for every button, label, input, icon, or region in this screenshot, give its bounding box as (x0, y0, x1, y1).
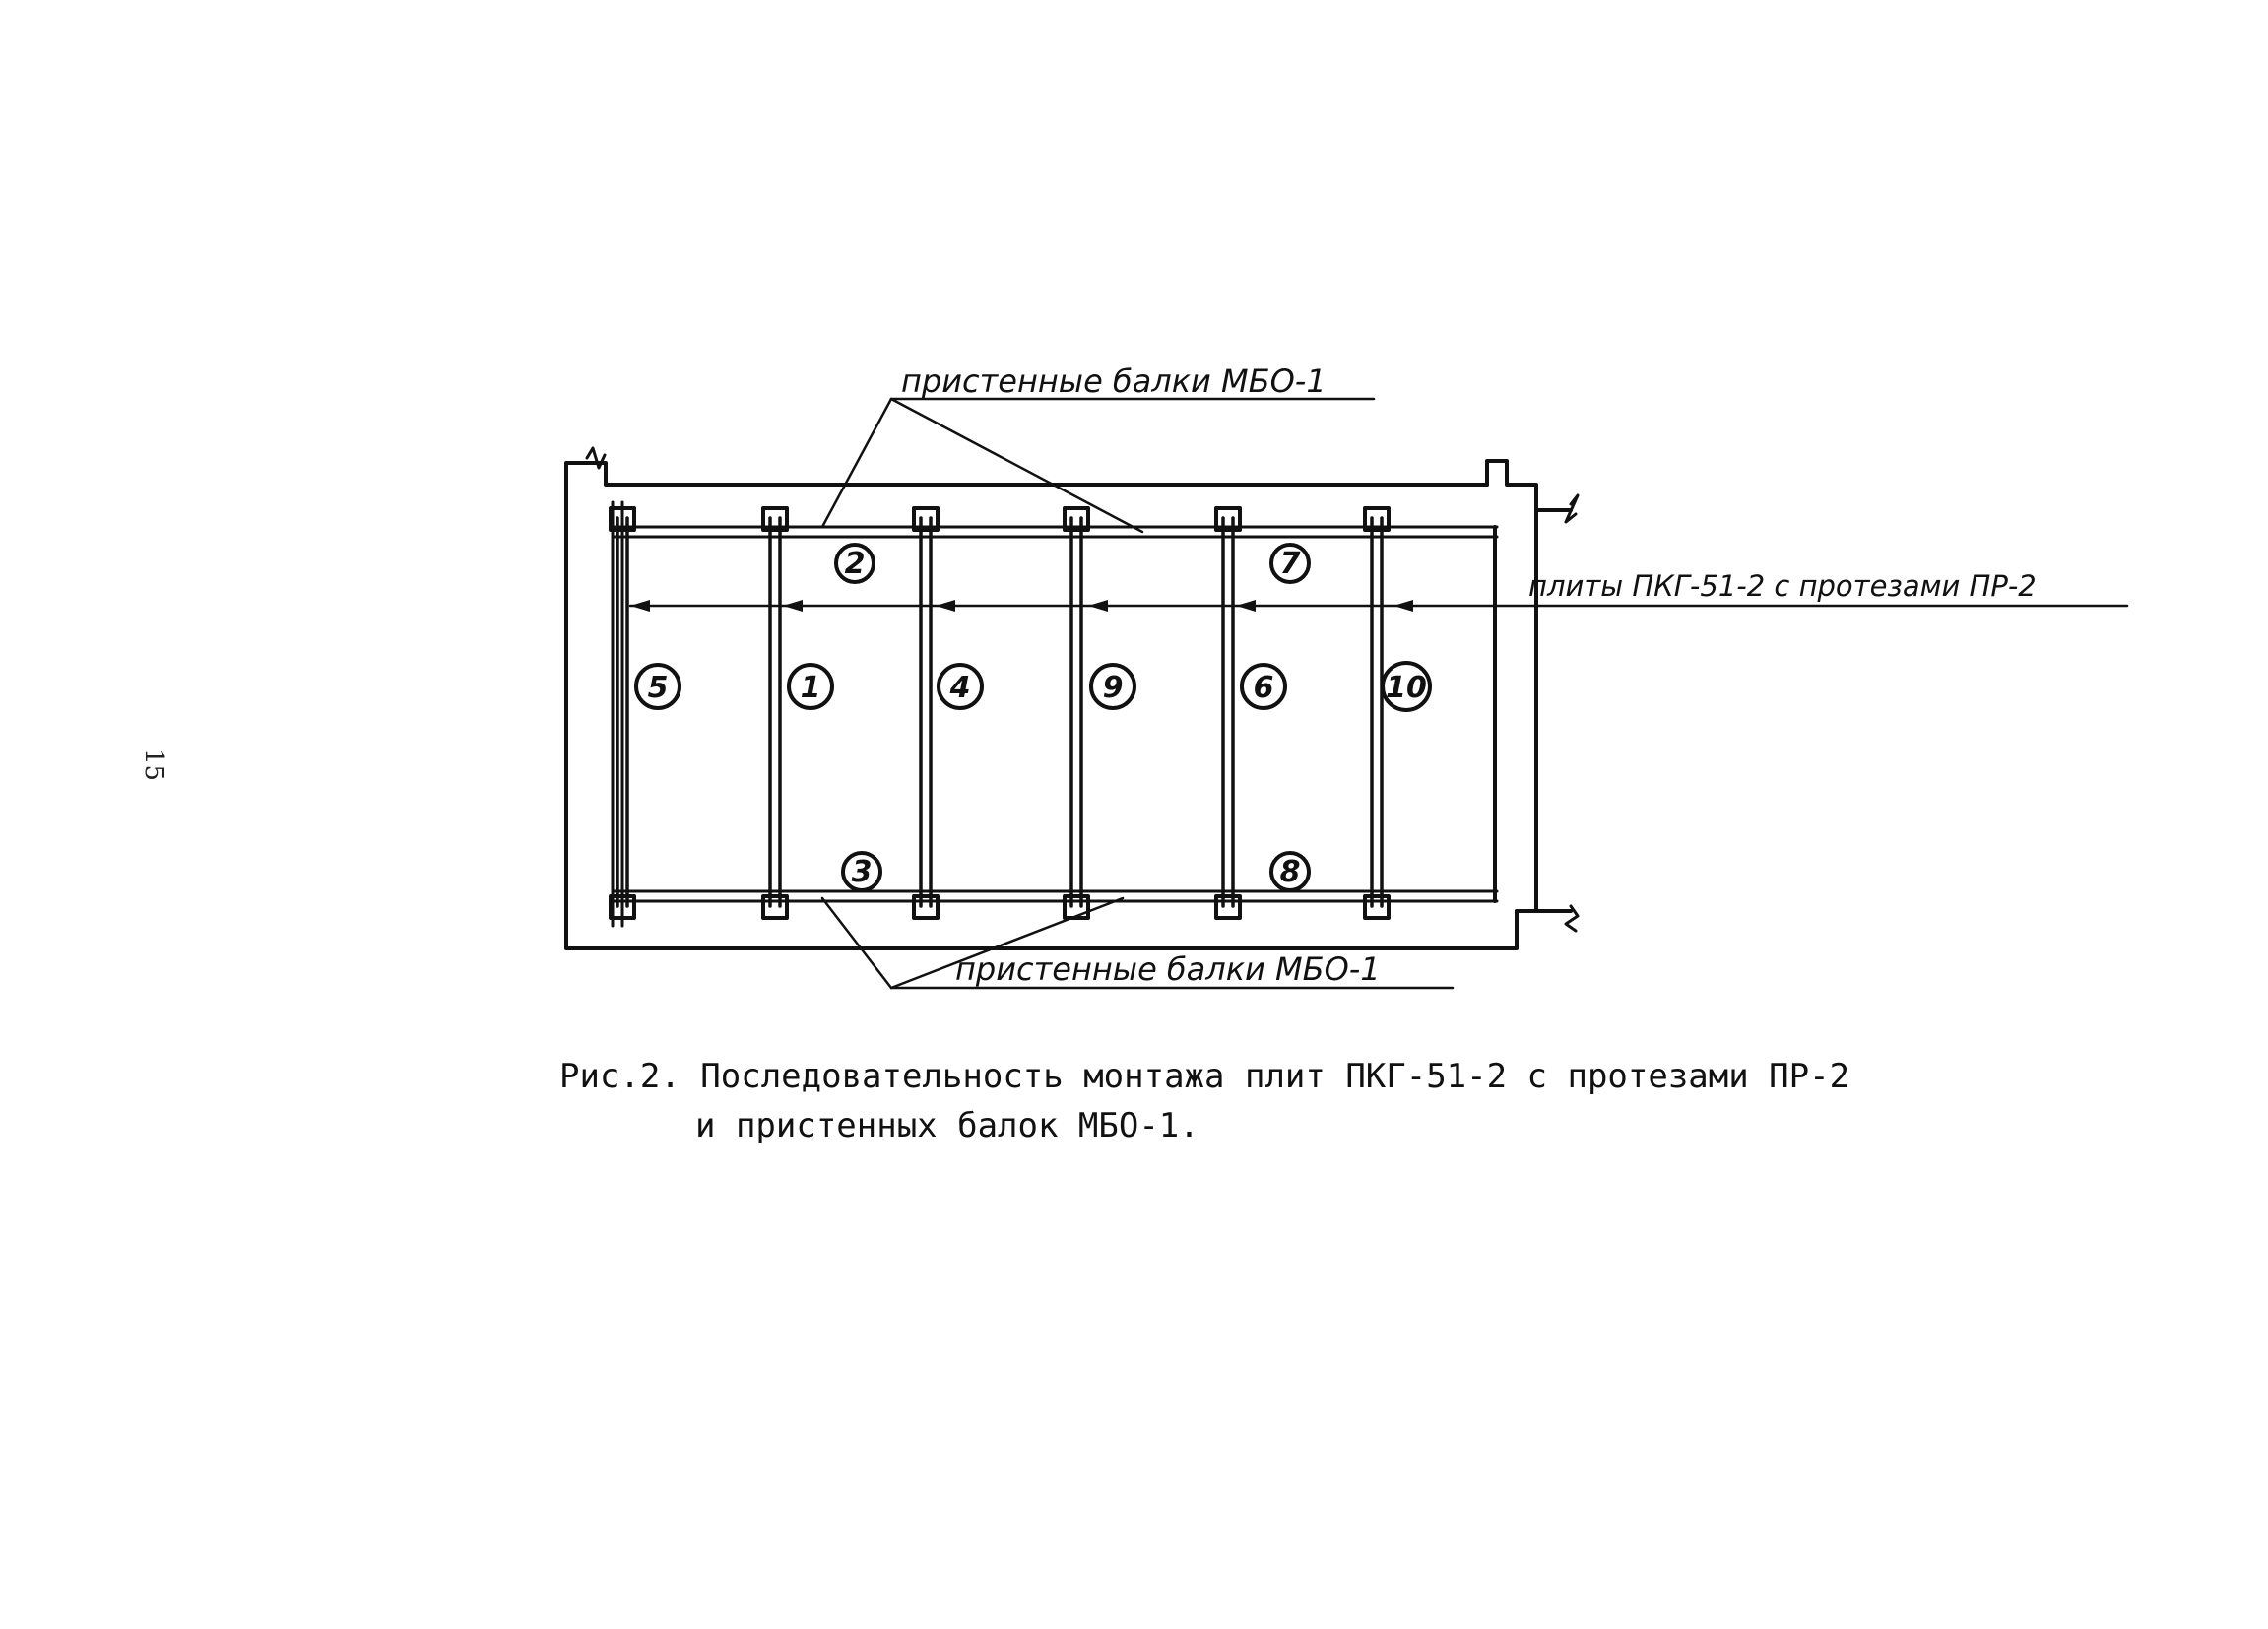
sequence-number: 5 (647, 671, 669, 705)
sequence-marker (843, 853, 880, 890)
sequence-marker (1383, 663, 1430, 710)
prosthesis-rib (1065, 508, 1088, 918)
sequence-marker (836, 545, 874, 582)
sequence-marker (789, 665, 832, 708)
page-number: 15 (139, 749, 168, 782)
sequence-number: 2 (844, 547, 866, 581)
slab-field (613, 502, 1497, 926)
sequence-number: 10 (1386, 671, 1427, 705)
arrow-head (1236, 600, 1256, 612)
sequence-number: 4 (949, 671, 971, 705)
figure-caption (559, 1052, 1938, 1150)
sequence-marker (1271, 545, 1309, 582)
arrow-head (936, 600, 955, 612)
arrow-head (1393, 600, 1413, 612)
sequence-number: 1 (800, 671, 821, 705)
arrow-head (783, 600, 803, 612)
sequence-number: 3 (851, 855, 873, 889)
caption-line-2: и пристенных балок МБО-1. (695, 1106, 1199, 1145)
prosthesis-rib (763, 508, 787, 918)
sequence-number: 7 (1279, 547, 1301, 581)
prosthesis-rib (1216, 508, 1240, 918)
sequence-number: 9 (1102, 671, 1124, 705)
leader-lines (822, 399, 1453, 988)
sequence-marker (1091, 665, 1134, 708)
top-beams-label: пристенные балки МБО-1 (901, 362, 1327, 400)
sequence-marker (636, 665, 680, 708)
sequence-marker (1242, 665, 1285, 708)
slabs-label: плиты ПКГ-51-2 с протезами ПР-2 (1528, 569, 2037, 603)
arrow-head (630, 600, 650, 612)
sequence-number: 6 (1253, 671, 1274, 705)
bottom-beams-label: пристенные балки МБО-1 (955, 950, 1381, 988)
sequence-marker (1271, 853, 1309, 890)
prosthesis-rib (1365, 508, 1389, 918)
sequence-number: 8 (1279, 855, 1301, 889)
arrow-head (1088, 600, 1108, 612)
sequence-marker (939, 665, 982, 708)
prosthesis-rib (914, 508, 938, 918)
caption-line-1: Рис.2. Последовательность монтажа плит ПКГ-51-2 с протезами ПР-2 (559, 1057, 1850, 1096)
